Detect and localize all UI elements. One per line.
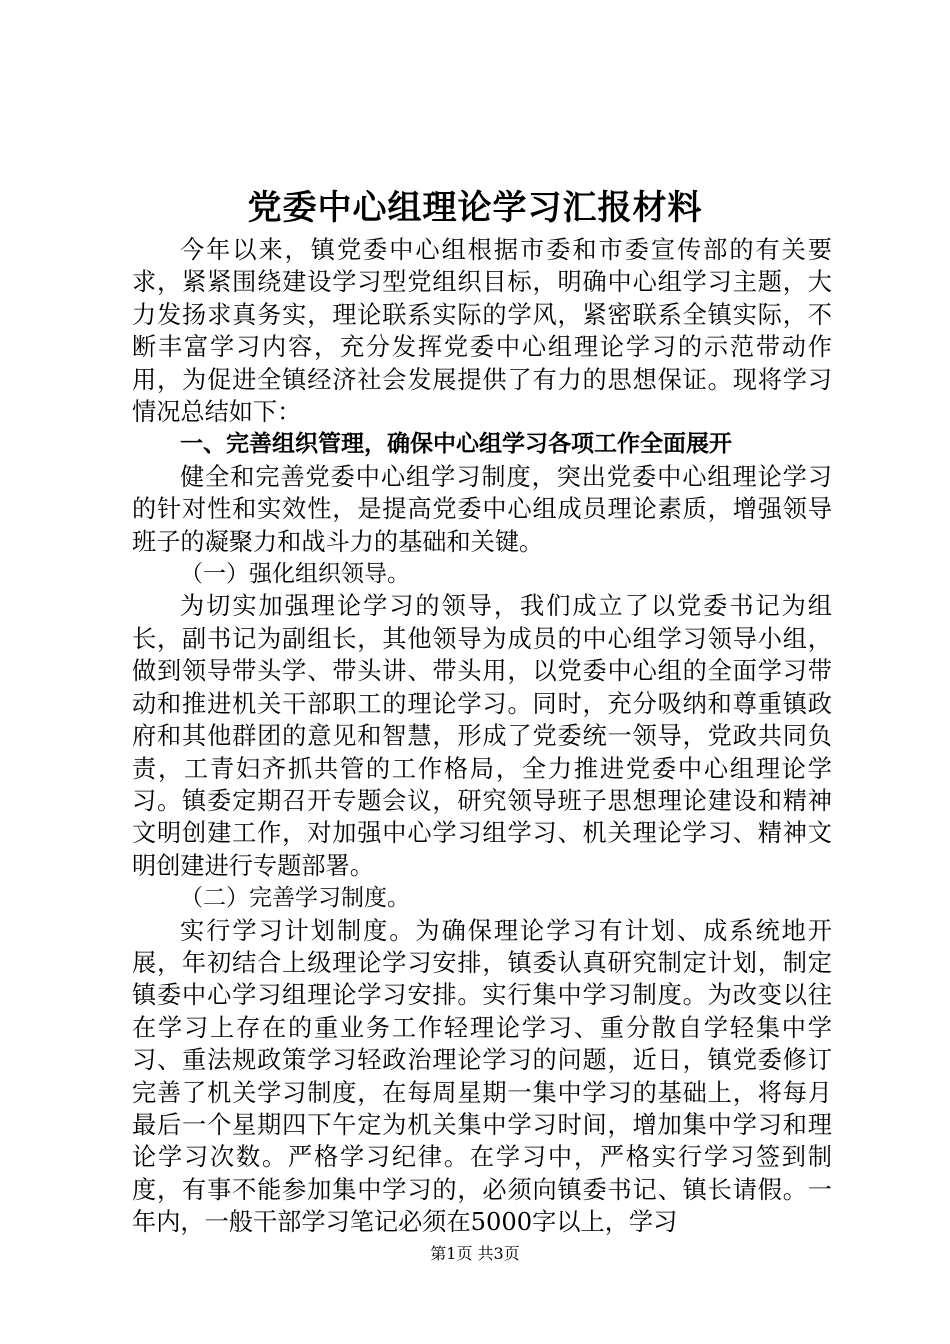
body-paragraph: 健全和完善党委中心组学习制度，突出党委中心组理论学习的针对性和实效性，是提高党委中心组成员理论素质，增强领导班子的凝聚力和战斗力的基础和关键。: [132, 462, 832, 556]
body-paragraph: 实行学习计划制度。为确保理论学习有计划、成系统地开展，年初结合上级理论学习安排，镇委认真研究制定计划，制定镇委中心学习组理论学习安排。实行集中学习制度。为改变以往在学习上存在的重业务工作轻理论学习、重分散自学轻集中学习、重法规政策学习轻政治理论学习的问题，近日，镇党委修订完善了机关学习制度，在每周星期一集中学习的基础上，将每月最后一个星期四下午定为机关集中学习时间，增加集中学习和理论学习次数。严格学习纪律。在学习中，严格实行学习签到制度，有事不能参加集中学习的，必须向镇委书记、镇长请假。一年内，一般干部学习笔记必须在5000字以上，学习: [132, 916, 832, 1237]
body-paragraph: 为切实加强理论学习的领导，我们成立了以党委书记为组长，副书记为副组长，其他领导为成员的中心组学习领导小组，做到领导带头学、带头讲、带头用，以党委中心组的全面学习带动和推进机关干部职工的理论学习。同时，充分吸纳和尊重镇政府和其他群团的意见和智慧，形成了党委统一领导，党政共同负责，工青妇齐抓共管的工作格局，全力推进党委中心组理论学习。镇委定期召开专题会议，研究领导班子思想理论建设和精神文明创建工作，对加强中心学习组学习、机关理论学习、精神文明创建进行专题部署。: [132, 592, 832, 880]
intro-paragraph: 今年以来，镇党委中心组根据市委和市委宣传部的有关要求，紧紧围绕建设学习型党组织目标，明确中心组学习主题，大力发扬求真务实，理论联系实际的学风，紧密联系全镇实际，不断丰富学习内容，充分发挥党委中心组理论学习的示范带动作用，为促进全镇经济社会发展提供了有力的思想保证。现将学习情况总结如下：: [132, 236, 832, 427]
page-footer: 第1页 共3页: [430, 1244, 520, 1263]
subsection-heading: （一）强化组织领导。: [180, 561, 410, 588]
document-title: 党委中心组理论学习汇报材料: [247, 188, 703, 228]
document-body: [132, 234, 832, 1239]
section-heading: 一、完善组织管理，确保中心组学习各项工作全面展开: [180, 431, 732, 458]
subsection-heading: （二）完善学习制度。: [180, 885, 410, 912]
